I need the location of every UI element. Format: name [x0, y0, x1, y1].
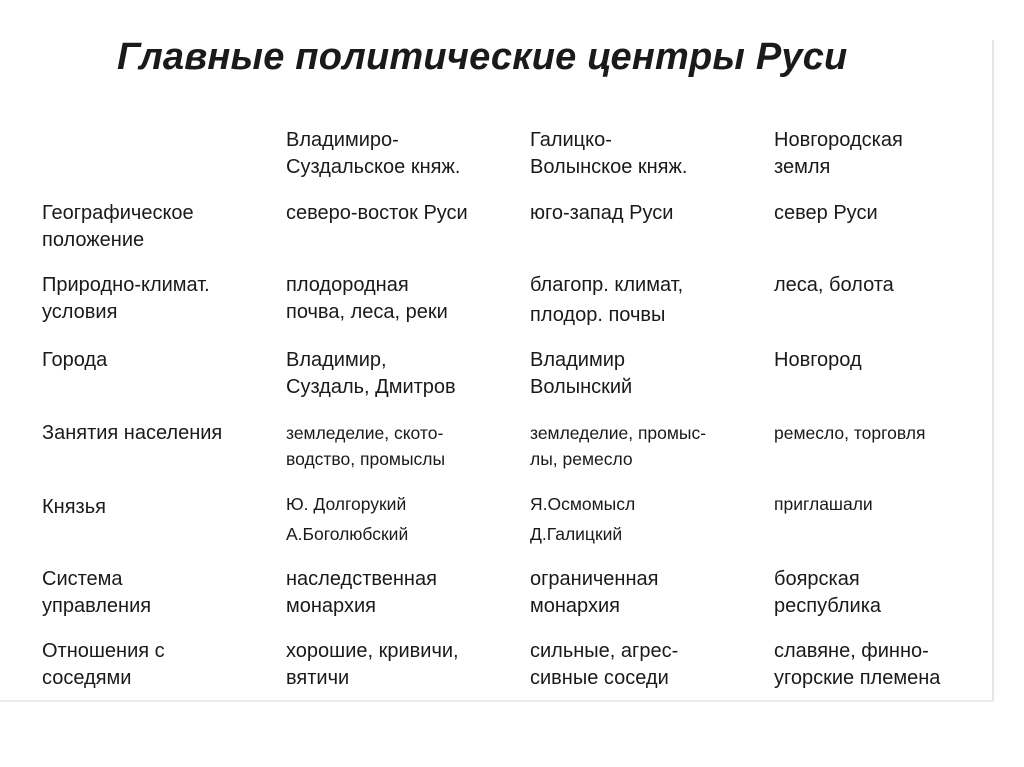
column-header-novgorod: Новгородская земля	[774, 129, 903, 178]
table-cell: земледелие, промыс- лы, ремесло	[530, 423, 707, 469]
table-cell: благопр. климат, плодор. почвы	[530, 274, 684, 326]
table-cell: славяне, финно- угорские племена	[774, 640, 941, 689]
table-cell: север Руси	[774, 202, 878, 224]
table-cell: ограниченная монархия	[530, 568, 659, 617]
table-cell: Новгород	[774, 349, 862, 371]
table-cell: приглашали	[774, 494, 873, 514]
table-cell: Я.Осмомысл Д.Галицкий	[530, 494, 636, 544]
row-label-princes: Князья	[42, 496, 106, 518]
table-cell: ремесло, торговля	[774, 423, 926, 443]
table-cell: плодородная почва, леса, реки	[286, 274, 448, 323]
row-label-governance: Система управления	[42, 568, 152, 617]
table-cell: леса, болота	[774, 274, 894, 296]
table-cell: северо-восток Руси	[286, 202, 468, 224]
slide-edge-right	[992, 40, 994, 700]
table-cell: сильные, агрес- сивные соседи	[530, 640, 679, 689]
table-cell: земледелие, ското- водство, промыслы	[286, 423, 446, 469]
row-label-cities: Города	[42, 349, 108, 371]
row-label-relations: Отношения с соседями	[42, 640, 165, 689]
table-cell: юго-запад Руси	[530, 202, 674, 224]
table-cell: Владимир, Суздаль, Дмитров	[286, 349, 456, 398]
row-label-occupations: Занятия населения	[42, 422, 223, 444]
table-cell: хорошие, кривичи, вятичи	[286, 640, 459, 689]
slide-title: Главные политические центры Руси	[117, 36, 848, 78]
table-cell: Владимир Волынский	[530, 349, 633, 398]
table-cell: боярская республика	[774, 568, 882, 617]
table-cell: наследственная монархия	[286, 568, 437, 617]
row-label-climate: Природно-климат. условия	[42, 274, 210, 323]
row-label-geography: Географическое положение	[42, 202, 194, 251]
table-cell: Ю. Долгорукий А.Боголюбский	[286, 494, 409, 544]
column-header-vladimir-suzdal: Владимиро- Суздальское княж.	[286, 129, 461, 178]
slide-edge-bottom	[0, 700, 994, 702]
column-header-galicia-volhynia: Галицко- Волынское княж.	[530, 129, 688, 178]
